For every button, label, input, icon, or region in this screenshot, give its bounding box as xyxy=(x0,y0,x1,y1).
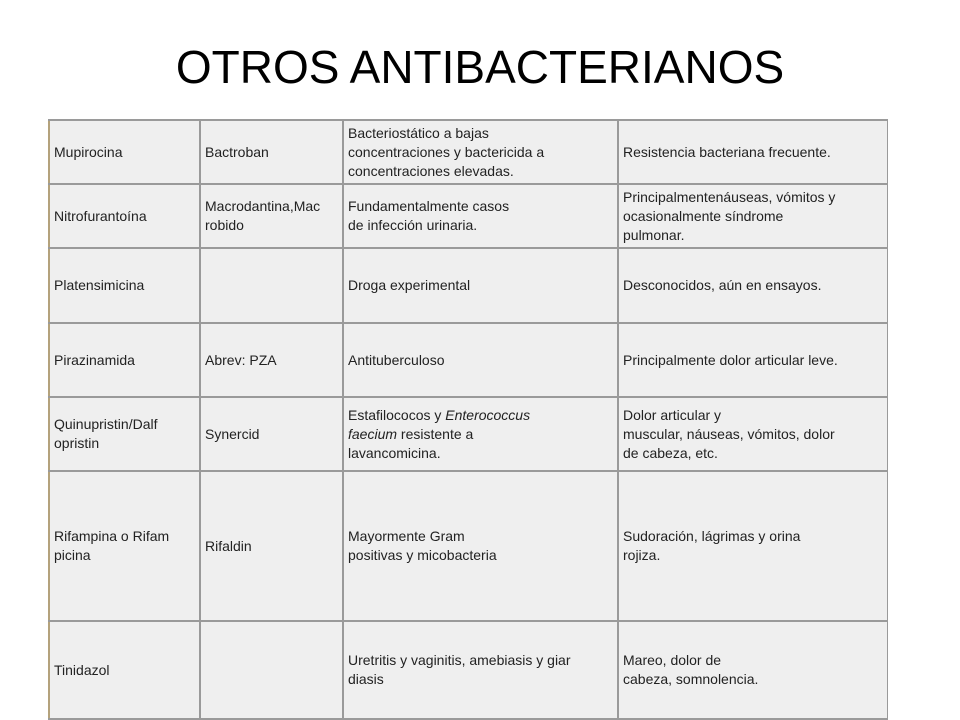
brand-cell xyxy=(200,120,343,184)
brand-name: Abrev: PZA xyxy=(205,351,277,368)
brand-name: Bactroban xyxy=(205,143,269,160)
effects-text: Desconocidos, aún en ensayos. xyxy=(623,277,822,293)
table-row xyxy=(49,323,888,397)
effects-cell xyxy=(618,120,888,184)
brand-cell xyxy=(200,471,343,621)
table-row xyxy=(49,621,888,719)
drug-name-cell xyxy=(49,120,200,184)
effects-cell xyxy=(618,323,888,397)
table-row xyxy=(49,397,888,471)
table-row xyxy=(49,248,888,323)
drug-name: Mupirocina xyxy=(54,143,123,160)
brand-cell xyxy=(200,248,343,323)
effects-text: Mareo, dolor de cabeza, somnolencia. xyxy=(623,652,759,687)
use-text-part: Estafilococos y xyxy=(348,406,446,423)
table-row xyxy=(49,184,888,248)
effects-cell xyxy=(618,184,888,248)
brand-cell xyxy=(200,397,343,471)
use-text: Droga experimental xyxy=(348,277,471,293)
table-row xyxy=(49,471,888,621)
drug-table-container xyxy=(48,119,888,720)
effects-cell xyxy=(618,397,888,471)
use-cell xyxy=(343,248,618,323)
effects-text: Principalmente dolor articular leve. xyxy=(623,351,838,368)
use-text: Fundamentalmente casos de infección urinaria. xyxy=(348,198,510,233)
effects-cell xyxy=(618,248,888,323)
effects-cell xyxy=(618,471,888,621)
effects-text: Sudoración, lágrimas y orina rojiza. xyxy=(623,528,801,563)
use-text-part: resistente a lavancomicina. xyxy=(348,425,474,461)
effects-text: Resistencia bacteriana frecuente. xyxy=(623,143,831,160)
drug-name-cell xyxy=(49,248,200,323)
drug-name: Nitrofurantoína xyxy=(54,207,147,224)
drug-name-cell xyxy=(49,397,200,471)
drug-name-cell xyxy=(49,621,200,719)
drug-name-cell xyxy=(49,471,200,621)
drug-name-cell xyxy=(49,184,200,248)
use-cell xyxy=(343,471,618,621)
brand-cell xyxy=(200,323,343,397)
use-cell xyxy=(343,120,618,184)
slide-title: OTROS ANTIBACTERIANOS xyxy=(175,41,785,93)
table-row xyxy=(49,120,888,184)
use-text: Mayormente Gram positivas y micobacteria xyxy=(348,528,497,563)
use-text: Antituberculoso xyxy=(348,351,445,368)
drug-name-cell xyxy=(49,323,200,397)
drug-name: Platensimicina xyxy=(54,277,145,293)
use-cell xyxy=(343,397,618,471)
drug-table xyxy=(48,119,888,720)
effects-text: Principalmentenáuseas, vómitos y ocasionalmente síndrome pulmonar. xyxy=(623,188,836,243)
brand-name: Macrodantina,Mac robido xyxy=(205,198,321,233)
drug-name: Pirazinamida xyxy=(54,351,135,368)
drug-name: Quinupristin/Dalf opristin xyxy=(54,416,158,451)
brand-name: Synercid xyxy=(205,425,260,442)
brand-name: Rifaldin xyxy=(205,537,252,554)
effects-text: Dolor articular y muscular, náuseas, vómitos, dolor de cabeza, etc. xyxy=(623,406,835,461)
use-cell xyxy=(343,621,618,719)
use-cell xyxy=(343,184,618,248)
use-text-italic-part: Enterococcus faecium xyxy=(348,406,531,442)
use-cell xyxy=(343,323,618,397)
use-text: Bacteriostático a bajas concentraciones y bactericida a concentraciones elevadas. xyxy=(348,124,545,179)
drug-name: Tinidazol xyxy=(54,661,110,678)
brand-cell xyxy=(200,621,343,719)
use-text: Uretritis y vaginitis, amebiasis y giar diasis xyxy=(348,652,571,687)
drug-name: Rifampina o Rifam picina xyxy=(54,528,170,563)
effects-cell xyxy=(618,621,888,719)
brand-cell xyxy=(200,184,343,248)
